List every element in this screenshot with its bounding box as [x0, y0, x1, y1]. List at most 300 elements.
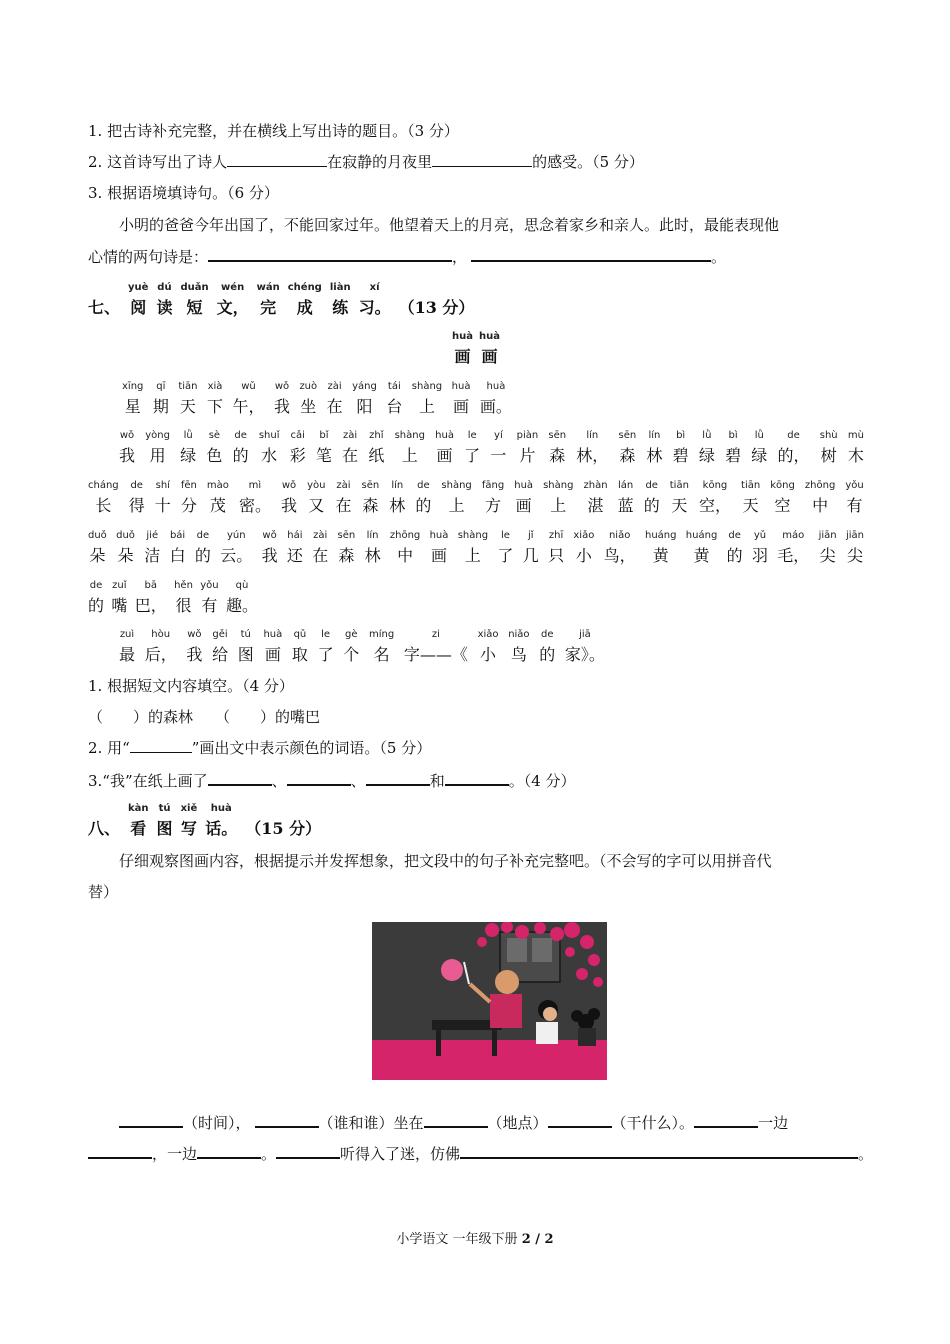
hanzi: 的 [88, 596, 105, 615]
pinyin: shàng [543, 480, 574, 491]
s7-q1-fills [88, 707, 320, 727]
pinyin: tiān [178, 381, 198, 392]
hanzi: （15 分） [245, 819, 322, 838]
hanzi: 森 [549, 446, 566, 465]
ruby-char [335, 480, 351, 517]
ruby-char [343, 629, 359, 666]
ruby-char [212, 629, 228, 666]
hanzi: 方 [485, 496, 502, 515]
pinyin: huà [210, 803, 232, 814]
ruby-char [156, 282, 172, 319]
hanzi: 的， [777, 446, 810, 465]
ruby-char [727, 530, 743, 567]
ruby-char [699, 480, 731, 517]
ruby-char [262, 530, 278, 567]
ruby-char [220, 530, 252, 567]
hanzi: 画 [430, 546, 447, 565]
hanzi: 尖 [846, 546, 863, 565]
ruby-char [362, 480, 380, 517]
hanzi: 的 [643, 496, 660, 515]
hanzi: 上 [401, 446, 418, 465]
hanzi: 读 [156, 298, 173, 317]
hanzi: 图 [237, 645, 254, 664]
pinyin: sè [208, 430, 221, 441]
ruby-char [316, 430, 332, 467]
pinyin: cǎi [290, 430, 305, 441]
hanzi: 我 [273, 397, 290, 416]
ruby-char [490, 430, 506, 467]
q6-item1: 1. 把古诗补充完整，并在横线上写出诗的题目。（3 分） [88, 122, 459, 140]
pinyin: shàng [457, 530, 489, 541]
ruby-char [226, 580, 258, 617]
pinyin: de [728, 530, 741, 541]
pinyin: lǜ [183, 430, 193, 441]
ruby-char [195, 530, 211, 567]
pinyin: xí [369, 282, 380, 293]
pinyin: máo [782, 530, 805, 541]
hanzi: 巴， [134, 596, 167, 615]
pinyin: qī [156, 381, 166, 392]
s8-intro-line2: 替） [88, 883, 119, 901]
hanzi: 画 [453, 397, 470, 416]
answer-blank[interactable] [366, 770, 430, 786]
s8-fill-line2: ，一边 。 听得入了迷，仿佛 。 [88, 1143, 873, 1164]
ruby-char [274, 381, 290, 418]
hanzi: 朵 [117, 546, 134, 565]
pinyin: lín [366, 530, 379, 541]
ruby-char [206, 430, 222, 467]
hanzi: 短 [186, 298, 203, 317]
ruby-char [119, 629, 135, 666]
answer-blank[interactable] [445, 770, 509, 786]
hanzi: 森 [619, 446, 636, 465]
pinyin: kàn [128, 803, 149, 814]
hanzi: 云。 [220, 546, 253, 565]
hanzi: 的 [539, 645, 556, 664]
hanzi: 还 [286, 546, 303, 565]
pinyin: zuǐ [112, 580, 127, 591]
hanzi: 在 [312, 546, 329, 565]
pinyin: zài [313, 530, 328, 541]
pinyin: huà [514, 480, 534, 491]
pinyin: de [89, 580, 103, 591]
hanzi: 毛， [777, 546, 810, 565]
ruby-char [389, 480, 405, 517]
hanzi: 森 [338, 546, 355, 565]
ruby-char [239, 480, 271, 517]
pinyin: yí [494, 430, 503, 441]
pinyin: sēn [548, 430, 567, 441]
hanzi: 习。 [358, 298, 391, 317]
pinyin: le [321, 629, 331, 640]
hanzi: 了 [317, 645, 334, 664]
ruby-char [88, 282, 120, 319]
fill-beak[interactable]: （ ）的嘴巴 [215, 708, 321, 726]
hanzi: 在 [326, 397, 343, 416]
pinyin: tiān [741, 480, 761, 491]
hanzi: 纸 [368, 446, 385, 465]
s8-intro-line1: 仔细观察图画内容，根据提示并发挥想象，把文段中的句子补充完整吧。（不会写的字可以用拼音代 [119, 852, 772, 870]
passage-line [88, 580, 258, 617]
ruby-char [327, 381, 343, 418]
pinyin: wǔ [241, 381, 256, 392]
pinyin: xiǎo [573, 530, 595, 541]
ruby-char [238, 629, 254, 666]
hanzi: 绿 [180, 446, 197, 465]
pinyin: zhōng [389, 530, 421, 541]
pinyin: xià [207, 381, 223, 392]
fill-forest[interactable]: （ ）的森林 [88, 708, 194, 726]
ruby-char [517, 430, 539, 467]
ruby-char [573, 530, 594, 567]
hanzi: 茂 [209, 496, 226, 515]
ruby-char [207, 480, 229, 517]
pinyin: bì [728, 430, 738, 441]
ruby-char [88, 480, 119, 517]
passage-line [88, 480, 864, 517]
hanzi: 的 [726, 546, 743, 565]
ruby-char [497, 530, 513, 567]
ruby-char [478, 629, 499, 666]
ruby-char [395, 430, 425, 467]
ruby-char [155, 480, 171, 517]
ruby-char [128, 282, 148, 319]
hanzi: 一 [490, 446, 507, 465]
pinyin: huáng [685, 530, 718, 541]
hanzi: 用 [149, 446, 166, 465]
pinyin: shàng [411, 381, 443, 392]
pinyin: kōng [702, 480, 728, 491]
ruby-char [145, 629, 177, 666]
pinyin: de [417, 480, 430, 491]
hanzi: 阳 [356, 397, 373, 416]
hanzi: 小 [480, 645, 497, 664]
pinyin: de [540, 629, 554, 640]
hanzi: 小 [575, 546, 592, 565]
s8-fill-line1: （时间）， （谁和谁）坐在 （地点） （干什么）。 一边 [119, 1112, 788, 1133]
ruby-char [145, 430, 170, 467]
hanzi: 林 [646, 446, 663, 465]
ruby-char [116, 530, 135, 567]
pinyin: shàng [441, 480, 472, 491]
ruby-char [741, 480, 760, 517]
pinyin: jiān [818, 530, 837, 541]
pinyin: shù [819, 430, 838, 441]
answer-blank[interactable] [208, 770, 272, 786]
pinyin: tú [158, 803, 171, 814]
pinyin: xīng [122, 381, 144, 392]
answer-blank[interactable] [197, 1143, 261, 1159]
hanzi: 湛 [587, 496, 604, 515]
hanzi: 分 [180, 496, 197, 515]
pinyin: yǔ [753, 530, 767, 541]
ruby-char [539, 629, 555, 666]
answer-blank[interactable] [276, 1143, 340, 1159]
hanzi: 的 [194, 546, 211, 565]
ruby-char [523, 530, 539, 567]
passage-line [119, 430, 864, 467]
ruby-char [263, 629, 282, 666]
ruby-char [548, 530, 564, 567]
ruby-char [482, 480, 504, 517]
hanzi: 下 [206, 397, 223, 416]
pinyin: shàng [394, 430, 425, 441]
hanzi: 看 [130, 819, 147, 838]
ruby-char [673, 430, 689, 467]
pinyin: piàn [516, 430, 539, 441]
ruby-char [404, 629, 468, 666]
passage-title [88, 331, 864, 368]
ruby-char [245, 803, 321, 840]
ruby-char [342, 430, 358, 467]
ruby-char [307, 480, 325, 517]
ruby-char [386, 381, 402, 418]
pinyin: shuǐ [258, 430, 280, 441]
pinyin: gěi [212, 629, 228, 640]
pinyin: tái [387, 381, 401, 392]
story-picture [372, 922, 607, 1080]
pinyin: yǒu [845, 480, 864, 491]
pinyin: huà [452, 331, 473, 342]
pinyin: cháng [88, 480, 119, 491]
pinyin: yǒu [200, 580, 219, 591]
pinyin: lín [586, 430, 599, 441]
pinyin: jié [146, 530, 159, 541]
pinyin: sēn [618, 430, 637, 441]
pinyin: zhǐ [369, 430, 384, 441]
pinyin: lín [648, 430, 661, 441]
ruby-char [180, 282, 208, 319]
hanzi: 有 [846, 496, 863, 515]
ruby-char [452, 331, 473, 368]
ruby-char [181, 803, 198, 840]
answer-blank[interactable] [694, 1112, 758, 1128]
ruby-char [646, 430, 662, 467]
hanzi: 画 [515, 496, 532, 515]
section7-heading [88, 282, 864, 319]
pinyin: le [467, 430, 477, 441]
ruby-char [200, 580, 218, 617]
hanzi: 很 [175, 596, 192, 615]
pinyin: hòu [151, 629, 171, 640]
hanzi: 画 [436, 446, 453, 465]
ruby-char [846, 530, 864, 567]
hanzi: 洁 [144, 546, 161, 565]
ruby-char [508, 629, 529, 666]
imagination-blank[interactable] [460, 1143, 858, 1159]
pinyin: de [130, 480, 143, 491]
pinyin: zài [336, 480, 351, 491]
ruby-char [619, 430, 637, 467]
q6-item3: 3. 根据语境填诗句。（6 分） [88, 184, 279, 202]
hanzi: 上 [418, 397, 435, 416]
hanzi: 鸟， [603, 546, 636, 565]
hanzi: 尖 [819, 546, 836, 565]
hanzi: 林 [364, 546, 381, 565]
hanzi: 写 [180, 819, 197, 838]
pinyin: zhàn [583, 480, 608, 491]
hanzi: 取 [291, 645, 308, 664]
pinyin: tiān [669, 480, 689, 491]
hanzi: 长 [95, 496, 112, 515]
pinyin: zhōng [804, 480, 836, 491]
pinyin: qǔ [293, 629, 307, 640]
ruby-char [365, 530, 381, 567]
ruby-char [232, 381, 264, 418]
ruby-char [170, 530, 186, 567]
ruby-char [819, 530, 837, 567]
hanzi: 图 [156, 819, 173, 838]
pinyin: lǜ [702, 430, 712, 441]
hanzi: 碧 [725, 446, 742, 465]
pinyin: huà [486, 381, 506, 392]
pinyin: yuè [128, 282, 149, 293]
ruby-char [207, 381, 223, 418]
hanzi: （13 分） [398, 298, 475, 317]
ruby-char [119, 430, 135, 467]
ruby-char [312, 530, 328, 567]
pinyin: jiān [845, 530, 864, 541]
pinyin: zhī [548, 530, 564, 541]
pinyin: bā [144, 580, 157, 591]
activity-blank[interactable] [548, 1112, 612, 1128]
ruby-char [135, 580, 167, 617]
ruby-char [281, 480, 297, 517]
ruby-char [820, 430, 838, 467]
hanzi: 树 [820, 446, 837, 465]
ruby-char [441, 480, 471, 517]
hanzi: 鸟 [510, 645, 527, 664]
ruby-char [368, 430, 384, 467]
ruby-char [480, 381, 512, 418]
hanzi: 了 [464, 446, 481, 465]
pinyin: wén [221, 282, 245, 293]
hanzi: 画 [454, 347, 471, 366]
s7-q3: 3.“我”在纸上画了 、 、 和 。（4 分） [88, 772, 576, 790]
ruby-char [88, 530, 107, 567]
hanzi: 我 [261, 546, 278, 565]
hanzi: 画 [264, 645, 281, 664]
hanzi: 话。 [205, 819, 238, 838]
poem-line-blank[interactable] [471, 246, 711, 262]
pinyin: niǎo [608, 530, 631, 541]
pinyin: xiě [180, 803, 198, 814]
hanzi: 在 [335, 496, 352, 515]
hanzi: 片 [519, 446, 536, 465]
hanzi: 碧 [672, 446, 689, 465]
hanzi: 森 [362, 496, 379, 515]
pinyin: zuò [299, 381, 318, 392]
hanzi: 画 [481, 347, 498, 366]
pinyin: hái [287, 530, 303, 541]
ruby-char [144, 530, 160, 567]
answer-blank[interactable] [287, 770, 351, 786]
pinyin: fāng [481, 480, 505, 491]
pinyin: de [645, 480, 658, 491]
ruby-char [122, 381, 143, 418]
ruby-char [217, 282, 249, 319]
answer-blank[interactable] [227, 152, 327, 167]
hanzi: 我 [119, 446, 136, 465]
hanzi: 名 [373, 645, 390, 664]
hanzi: 黄 [652, 546, 669, 565]
ruby-char [415, 480, 431, 517]
section8-heading [88, 803, 864, 840]
ruby-char [778, 430, 810, 467]
hanzi: 阅 [130, 298, 147, 317]
hanzi: 在 [342, 446, 359, 465]
ruby-char [359, 282, 391, 319]
answer-blank[interactable] [88, 1143, 152, 1159]
hanzi: 午， [232, 397, 265, 416]
pinyin: lǜ [754, 430, 764, 441]
hanzi: 黄 [693, 546, 710, 565]
ruby-char [725, 430, 741, 467]
pinyin: mù [847, 430, 864, 441]
answer-blank[interactable] [432, 152, 532, 167]
who-blank[interactable] [255, 1112, 319, 1128]
ruby-char [181, 480, 197, 517]
hanzi: 彩 [289, 446, 306, 465]
ruby-char [751, 430, 767, 467]
hanzi: 笔 [315, 446, 332, 465]
ruby-char [399, 282, 475, 319]
ruby-char [292, 629, 308, 666]
passage-line [119, 629, 605, 666]
ruby-char [618, 480, 634, 517]
pinyin: bái [169, 530, 186, 541]
poem-line-blank[interactable] [208, 246, 452, 262]
ruby-char [180, 430, 196, 467]
page-footer: 小学语文 一年级下册 2 / 2 [396, 1232, 554, 1247]
hanzi: 上 [464, 546, 481, 565]
ruby-char [299, 381, 317, 418]
pinyin: yáng [352, 381, 377, 392]
hanzi: 成 [296, 298, 313, 317]
pinyin: bì [676, 430, 686, 441]
place-blank[interactable] [424, 1112, 488, 1128]
pinyin: jǐ [527, 530, 534, 541]
pinyin: zuì [119, 629, 135, 640]
ruby-char [576, 430, 608, 467]
ruby-char [435, 430, 454, 467]
hanzi: 蓝 [617, 496, 634, 515]
pinyin: sēn [337, 530, 356, 541]
hanzi: 文， [216, 298, 249, 317]
pinyin: mào [206, 480, 229, 491]
hanzi: 有 [201, 596, 218, 615]
pinyin: tú [240, 629, 251, 640]
pinyin: yòng [145, 430, 170, 441]
page-number: 2 / 2 [521, 1232, 554, 1247]
ruby-char [412, 381, 442, 418]
ruby-char [604, 530, 636, 567]
hanzi: 给 [212, 645, 229, 664]
time-blank[interactable] [119, 1112, 183, 1128]
pinyin: wán [256, 282, 280, 293]
ruby-char [390, 530, 420, 567]
ruby-char [699, 430, 715, 467]
hanzi: 期 [152, 397, 169, 416]
pinyin: huà [429, 530, 449, 541]
ruby-char [777, 530, 809, 567]
hanzi: 水 [261, 446, 278, 465]
pinyin: sēn [361, 480, 380, 491]
hanzi: 又 [308, 496, 325, 515]
ruby-char [318, 629, 334, 666]
ruby-char [645, 530, 677, 567]
hanzi: 中 [397, 546, 414, 565]
